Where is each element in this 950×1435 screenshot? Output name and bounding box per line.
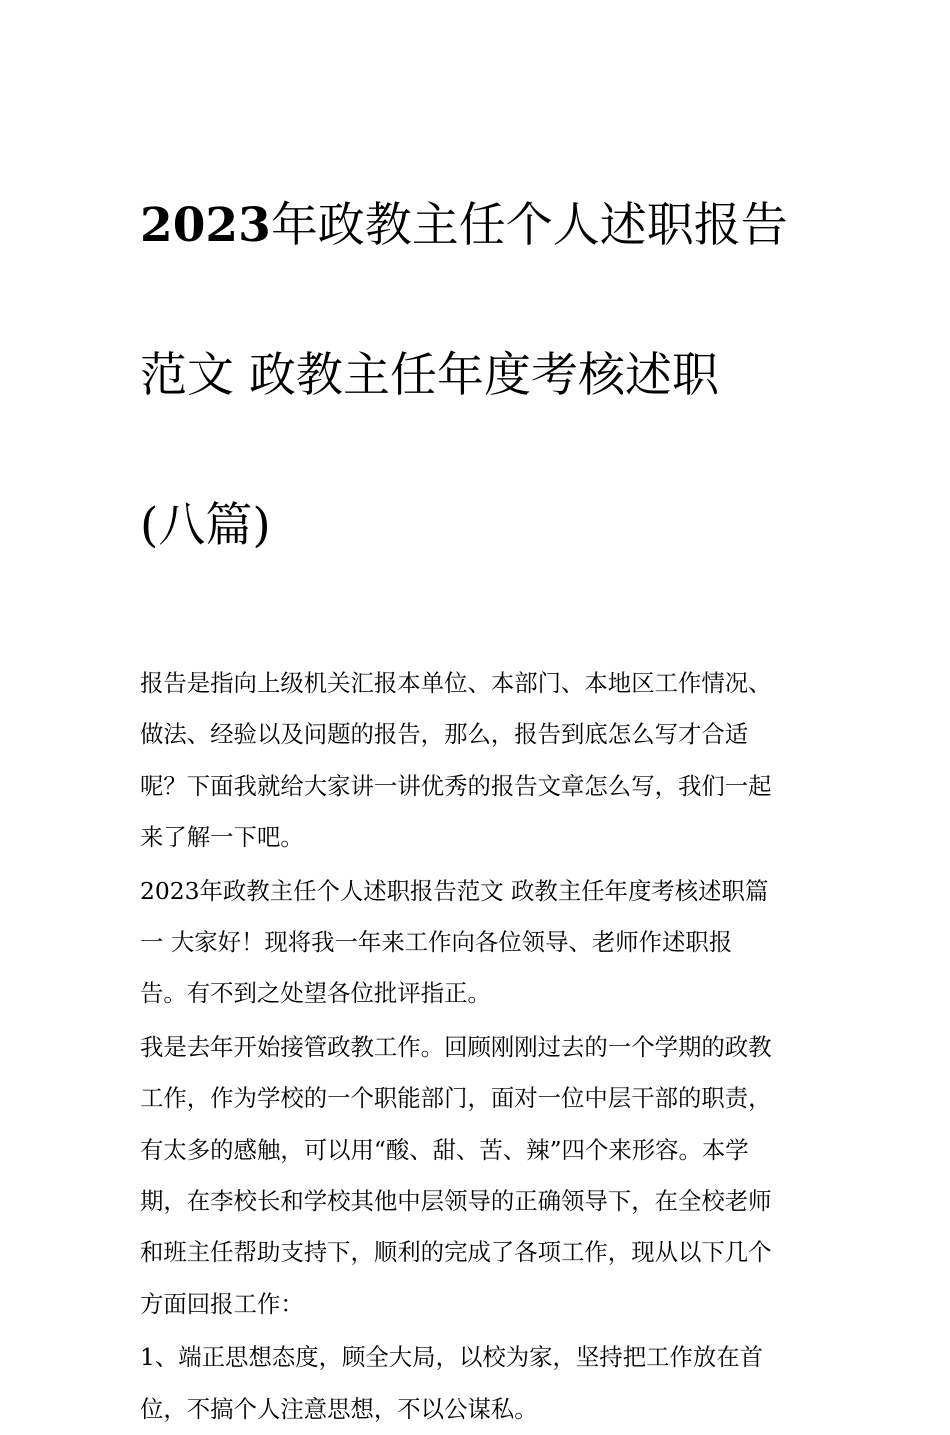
title-line-1 bbox=[140, 188, 815, 263]
paragraph-line: 1、端正思想态度，顾全大局，以校为家，坚持把工作放在首 bbox=[140, 1343, 764, 1372]
paragraph-line: 一 大家好！现将我一年来工作向各位领导、老师作述职报 bbox=[140, 928, 733, 957]
paragraph-line: 工作，作为学校的一个职能部门，面对一位中层干部的职责， bbox=[140, 1084, 772, 1113]
paragraph-intro bbox=[140, 658, 815, 864]
paragraph-line: 呢？下面我就给大家讲一讲优秀的报告文章怎么写，我们一起 bbox=[140, 771, 772, 800]
paragraph-line: 我是去年开始接管政教工作。回顾刚刚过去的一个学期的政教 bbox=[140, 1032, 772, 1061]
title-year: 2023 bbox=[140, 198, 271, 253]
document-content bbox=[140, 113, 815, 1435]
title-line-2: 范文 政教主任年度考核述职 bbox=[140, 348, 719, 403]
paragraph-line: 告。有不到之处望各位批评指正。 bbox=[140, 979, 491, 1008]
paragraph-point-1 bbox=[140, 1332, 815, 1435]
paragraph-line: 期，在李校长和学校其他中层领导的正确领导下，在全校老师 bbox=[140, 1187, 772, 1216]
paragraph-line: 方面回报工作： bbox=[140, 1289, 304, 1318]
title-line-1-rest: 年政教主任个人述职报告 bbox=[270, 198, 788, 253]
paragraph-line: 和班主任帮助支持下，顺利的完成了各项工作，现从以下几个 bbox=[140, 1238, 772, 1267]
paragraph-line: 2023年政教主任个人述职报告范文 政教主任年度考核述职篇 bbox=[140, 876, 769, 905]
paragraph-line: 报告是指向上级机关汇报本单位、本部门、本地区工作情况、 bbox=[140, 669, 772, 697]
document-title bbox=[140, 113, 815, 638]
document-body bbox=[140, 658, 815, 1435]
paragraph-review bbox=[140, 1022, 815, 1330]
paragraph-heading-1 bbox=[140, 866, 815, 1020]
paragraph-line: 位，不搞个人注意思想，不以公谋私。 bbox=[140, 1394, 538, 1423]
paragraph-line: 来了解一下吧。 bbox=[140, 823, 304, 852]
paragraph-line: 有太多的感触，可以用“酸、甜、苦、辣”四个来形容。本学 bbox=[140, 1135, 749, 1164]
paragraph-line: 做法、经验以及问题的报告，那么，报告到底怎么写才合适 bbox=[140, 720, 749, 749]
title-line-3: (八篇) bbox=[140, 498, 271, 553]
